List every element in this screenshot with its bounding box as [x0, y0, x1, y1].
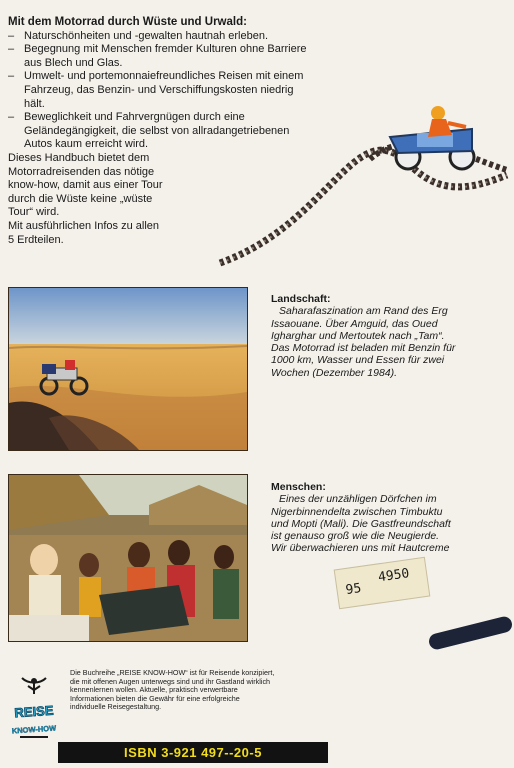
toy-motorcycle-icon — [390, 106, 474, 169]
price-sticker — [334, 557, 431, 609]
reise-know-how-logo — [11, 672, 57, 746]
people-caption-title: Menschen: — [271, 481, 326, 493]
list-item: – Naturschönheiten und -gewalten hautnah erleben. — [8, 30, 308, 44]
landscape-caption-text: Saharafaszination am Rand des Erg Issaouane. Über Amguid, das Oued Igharghar und Mertoutek nach „Tam“. Das Motorrad ist beladen mit Benzin für 1000 km, Wasser und Essen für zwei Wochen (Dezember 1984). — [271, 305, 456, 379]
intro-paragraph-infos: Mit ausführlichen Infos zu allen 5 Erdteilen. — [8, 219, 160, 246]
village-people-photo — [8, 474, 248, 642]
landscape-caption-title: Landschaft: — [271, 293, 331, 305]
people-caption-text: Eines der unzähligen Dörfchen im Nigerbinnendelta zwischen Timbuktu und Mopti (Mali). Die Gastfreundschaft ist genauso groß wie die Neugierde. Wir überwachieren uns mit Hautcreme — [271, 493, 451, 555]
svg-text:KNOW-HOW: KNOW-HOW — [11, 723, 57, 736]
series-description: Die Buchreihe „REISE KNOW-HOW“ ist für Reisende konzipiert, die mit offenen Augen unterwegs sind und ihr Gastland wirklich kennenlernen wollen. Aktuelle, praktisch verwertbare Informationen bieten die Gewähr für eine erfolgreiche individuelle Reisegestaltung. — [70, 668, 275, 712]
people-caption — [271, 481, 461, 555]
intro-heading: Mit dem Motorrad durch Wüste und Urwald: — [8, 16, 247, 28]
svg-text:REISE: REISE — [13, 702, 54, 721]
intro-paragraph: Dieses Handbuch bietet dem Motorradreisenden das nötige know-how, damit aus einer Tour durch die Wüste keine „wüste Tour“ wird. — [8, 151, 163, 219]
list-item: – Begegnung mit Menschen fremder Kulturen ohne Barriere aus Blech und Glas. — [8, 43, 308, 70]
chain-motorcycle-illustration — [210, 95, 507, 275]
list-item: – Beweglichkeit und Fahrvergnügen durch eine Geländegängigkeit, die selbst von allradangetriebenen Autos kaum erreicht wird. — [8, 111, 308, 152]
desert-motorcycle-photo — [8, 287, 248, 451]
list-item: – Umwelt- und portemonnaiefreundliches Reisen mit einem Fahrzeug, das Benzin- und Verschiffungskosten niedrig hält. — [8, 70, 308, 111]
landscape-caption — [271, 293, 461, 379]
dark-bar-graphic — [427, 615, 513, 651]
isbn-bar: ISBN 3-921 497--20-5 — [58, 742, 328, 763]
sticker-code: 95 — [344, 581, 363, 599]
sticker-number: 4950 — [377, 566, 411, 586]
